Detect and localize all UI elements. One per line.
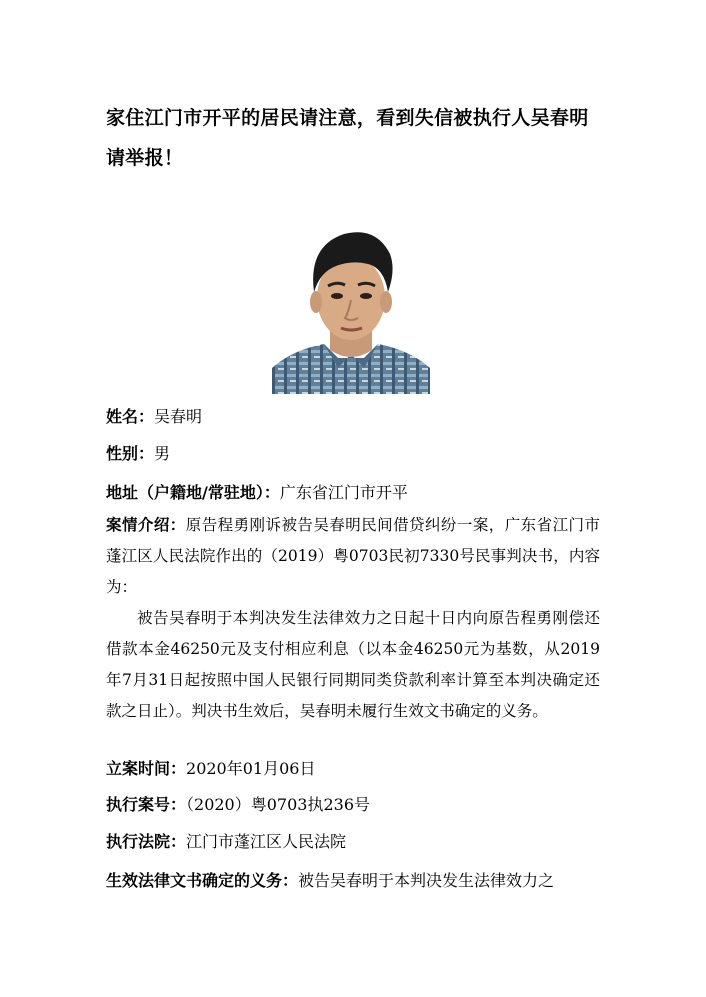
judgment-content: 被告吴春明于本判决发生法律效力之日起十日内向原告程勇刚偿还借款本金46250元及支付相应利息（以本金46250元为基数，从2019年7月31日起按照中国人民银行同期同类贷款利率计算至本判决确定还款之日止）。判决书生效后，吴春明未履行生效文书确定的义务。 (106, 609, 600, 720)
filing-date-row (106, 757, 606, 781)
exec-court-value: 江门市蓬江区人民法院 (186, 832, 347, 851)
gender-row (106, 442, 606, 466)
name-row (106, 405, 606, 429)
name-label: 姓名： (106, 407, 155, 426)
name-value: 吴春明 (154, 407, 203, 426)
filing-date-label: 立案时间： (106, 759, 187, 778)
exec-case-no-label: 执行案号： (106, 795, 187, 814)
address-row (106, 481, 606, 505)
case-intro-text: 原告程勇刚诉被告吴春明民间借贷纠纷一案，广东省江门市蓬江区人民法院作出的（2019）粤0703民初7330号民事判决书，内容为： (106, 516, 600, 596)
case-intro-label: 案情介绍： (106, 516, 186, 534)
exec-case-no-value: （2020）粤0703执236号 (186, 795, 370, 814)
exec-court-row (106, 830, 606, 854)
notice-title: 家住江门市开平的居民请注意，看到失信被执行人吴春明请举报！ (106, 107, 589, 169)
filing-date-value: 2020年01月06日 (186, 759, 316, 778)
gender-value: 男 (154, 444, 171, 463)
case-intro (106, 510, 600, 603)
obligation-row (106, 869, 606, 893)
obligation-label: 生效法律文书确定的义务： (106, 871, 299, 890)
gender-label: 性别： (106, 444, 155, 463)
address-label: 地址（户籍地/常驻地）： (106, 483, 280, 502)
address-value: 广东省江门市开平 (279, 483, 408, 502)
exec-court-label: 执行法院： (106, 832, 187, 851)
exec-case-no-row (106, 793, 606, 817)
person-photo (272, 218, 430, 394)
obligation-value: 被告吴春明于本判决发生法律效力之 (298, 871, 555, 890)
